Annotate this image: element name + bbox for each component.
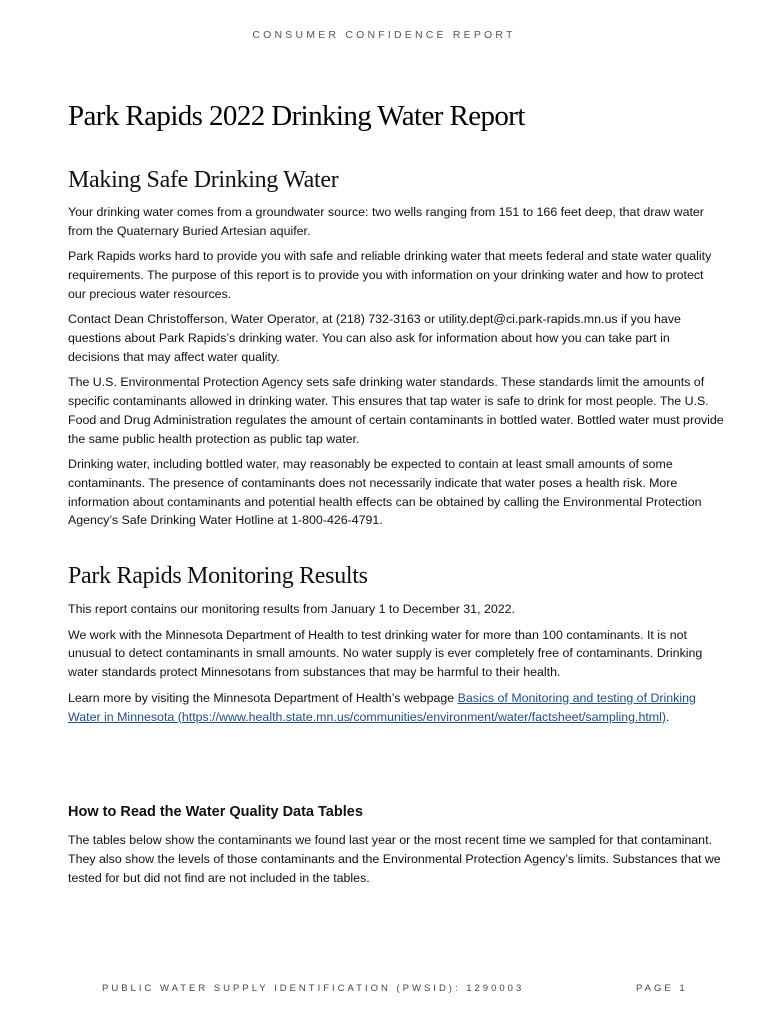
section-heading-making-safe-water: Making Safe Drinking Water	[68, 167, 339, 193]
section-making-safe-water	[68, 203, 724, 530]
document-title: Park Rapids 2022 Drinking Water Report	[68, 100, 525, 132]
paragraph: Drinking water, including bottled water, may reasonably be expected to contain at least small amounts of some contaminants. The presence of contaminants does not necessarily indicate that water poses a health risk. More information about contaminants and potential health effects can be obtained by calling the Environmental Protection Agency’s Safe Drinking Water Hotline at 1-800-426-4791.	[68, 456, 702, 528]
running-header: CONSUMER CONFIDENCE REPORT	[252, 29, 516, 41]
section-heading-monitoring-results: Park Rapids Monitoring Results	[68, 563, 368, 589]
paragraph: We work with the Minnesota Department of Health to test drinking water for more than 100 contaminants. It is not unusual to detect contaminants in small amounts. No water supply is ever completely free of contaminants. Drinking water standards protect Minnesotans from substances that may be harmful to their health.	[68, 627, 703, 680]
learn-more-paragraph	[68, 689, 724, 727]
learn-more-prefix: Learn more by visiting the Minnesota Department of Health’s webpage	[68, 690, 458, 705]
monitoring-basics-url-link[interactable]: (https://www.health.state.mn.us/communities/environment/water/factsheet/sampling.html)	[177, 709, 666, 724]
paragraph: The U.S. Environmental Protection Agency sets safe drinking water standards. These standards limit the amounts of specific contaminants allowed in drinking water. This ensures that tap water is safe to drink for most people. The U.S. Food and Drug Administration regulates the amount of certain contaminants in bottled water. Bottled water must provide the same public health protection as public tap water.	[68, 375, 724, 446]
paragraph: The tables below show the contaminants we found last year or the most recent time we sampled for that contaminant. They also show the levels of those contaminants and the Environmental Protection Agency’s limits. Substances that we tested for but did not find are not included in the tables.	[68, 833, 721, 885]
paragraph: This report contains our monitoring results from January 1 to December 31, 2022.	[68, 602, 515, 616]
paragraph: Your drinking water comes from a groundwater source: two wells ranging from 151 to 166 feet deep, that draw water from the Quaternary Buried Artesian aquifer.	[68, 205, 704, 238]
section-heading-how-to-read: How to Read the Water Quality Data Tables	[68, 804, 363, 820]
learn-more-suffix: .	[666, 709, 670, 724]
section-monitoring-results	[68, 600, 724, 726]
footer-page-number: PAGE 1	[636, 983, 688, 994]
paragraph: Park Rapids works hard to provide you with safe and reliable drinking water that meets federal and state water quality requirements. The purpose of this report is to provide you with information on your drinking water and how to protect our precious water resources.	[68, 249, 712, 301]
paragraph: Contact Dean Christofferson, Water Operator, at (218) 732-3163 or utility.dept@ci.park-rapids.mn.us if you have questions about Park Rapids’s drinking water. You can also ask for information about how you can take part in decisions that may affect water quality.	[68, 312, 681, 364]
monitoring-basics-link[interactable]: Basics of Monitoring and testing of Drinking Water in Minnesota	[68, 690, 696, 724]
section-how-to-read	[68, 831, 724, 887]
footer-pwsid: PUBLIC WATER SUPPLY IDENTIFICATION (PWSID): 1290003	[102, 983, 525, 994]
